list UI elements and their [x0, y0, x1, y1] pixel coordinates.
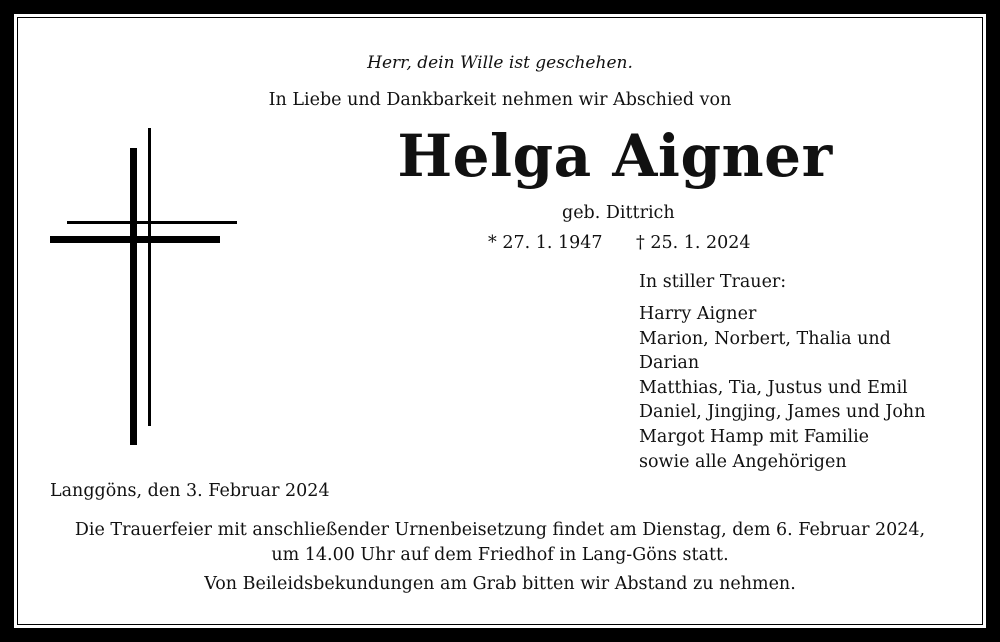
mourners-list — [639, 302, 925, 474]
birth-date: * 27. 1. 1947 — [488, 233, 603, 253]
mourner-item: Matthias, Tia, Justus und Emil — [639, 377, 908, 398]
death-date: † 25. 1. 2024 — [636, 233, 751, 253]
mourner-item: Margot Hamp mit Familie — [639, 426, 870, 447]
place-date: Langgöns, den 3. Februar 2024 — [50, 481, 330, 501]
mourner-item: Darian — [639, 353, 700, 374]
motto: Herr, dein Wille ist geschehen. — [367, 53, 633, 73]
maiden-name: geb. Dittrich — [562, 203, 675, 223]
cross-thin-horizontal — [67, 221, 237, 224]
cross-main-horizontal — [50, 236, 220, 243]
mourner-item: Marion, Norbert, Thalia und — [639, 328, 891, 349]
deceased-name: Helga Aigner — [397, 122, 833, 190]
ceremony-line: um 14.00 Uhr auf dem Friedhof in Lang-Göns statt. — [271, 545, 729, 565]
mourner-item: sowie alle Angehörigen — [639, 451, 847, 472]
mourner-item: Daniel, Jingjing, James und John — [639, 402, 926, 423]
ceremony-line: Die Trauerfeier mit anschließender Urnenbeisetzung findet am Dienstag, dem 6. Februar 2024, — [74, 520, 926, 540]
condolence-note: Von Beileidsbekundungen am Grab bitten wir Abstand zu nehmen. — [204, 574, 796, 594]
mourning-title: In stiller Trauer: — [639, 272, 787, 292]
cross-main-vertical — [130, 148, 137, 445]
intro-text: In Liebe und Dankbarkeit nehmen wir Abschied von — [268, 90, 732, 110]
ceremony-info — [0, 518, 1000, 568]
mourner-item: Harry Aigner — [639, 304, 757, 324]
